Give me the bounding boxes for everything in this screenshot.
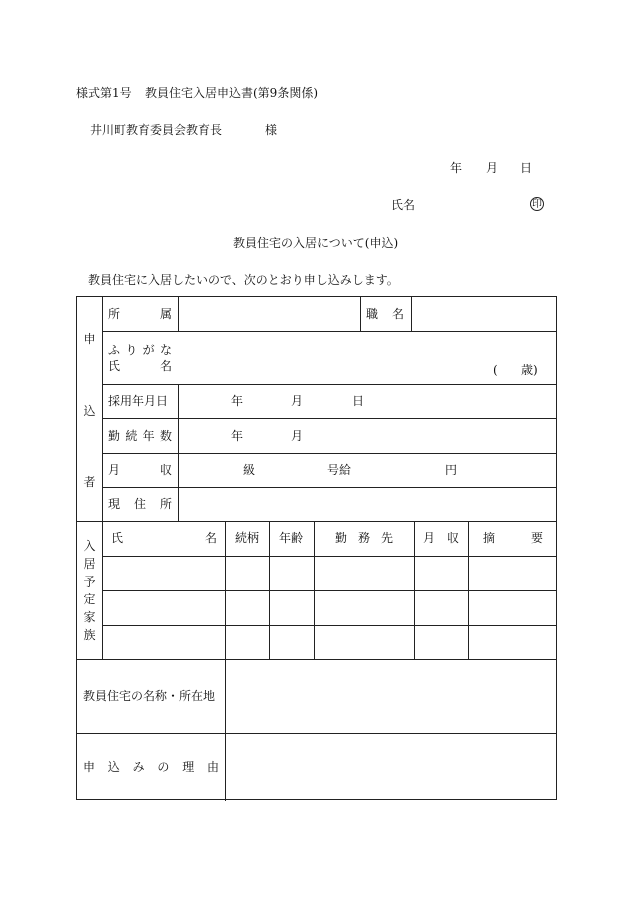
label-char: 入 [83, 539, 96, 553]
label-char: 申 [83, 760, 96, 774]
honorific: 様 [265, 123, 278, 137]
intro-sentence: 教員住宅に入居したいので、次のとおり申し込みします。 [88, 273, 399, 287]
family-col-relation: 続柄 [235, 531, 260, 545]
yen-unit: 円 [445, 463, 458, 477]
label-char: 家 [83, 610, 96, 625]
applicant-name-label: 氏名 [391, 198, 416, 212]
family-col-age: 年齢 [279, 531, 304, 545]
affiliation-label [108, 307, 172, 321]
rule [102, 418, 557, 419]
rule [314, 521, 315, 659]
date-day-label: 日 [520, 161, 533, 175]
label-char: ふ [108, 343, 121, 357]
label-char: 勤 [335, 531, 348, 545]
label-char: 氏 [108, 359, 121, 373]
application-form-table [76, 296, 557, 800]
service-years-label [108, 429, 172, 443]
grade-unit: 級 [243, 463, 256, 477]
addressee: 井川町教育委員会教育長 [90, 123, 223, 137]
affiliation-field[interactable] [179, 297, 360, 331]
label-char: 続 [125, 429, 138, 443]
rule [360, 297, 361, 331]
application-reason-field[interactable] [226, 734, 557, 800]
housing-name-location-label: 教員住宅の名称・所在地 [83, 689, 216, 703]
label-char: 予 [83, 574, 96, 589]
service-month-unit: 月 [291, 429, 304, 443]
label-char: 名 [391, 307, 404, 321]
family-row-1-name[interactable] [103, 557, 225, 590]
applicant-section-label [77, 330, 102, 490]
name-field[interactable] [179, 332, 557, 384]
label-char: 職 [366, 307, 379, 321]
family-row-2-name[interactable] [103, 591, 225, 625]
service-year-unit: 年 [231, 429, 244, 443]
label-char: な [159, 343, 172, 357]
label-char: 摘 [483, 531, 496, 545]
rule [269, 521, 270, 659]
label-char: 先 [380, 531, 393, 545]
label-char: 収 [159, 463, 172, 477]
label-char: 定 [83, 592, 96, 607]
name-label [108, 359, 172, 373]
job-title-field[interactable] [412, 297, 557, 331]
furigana-label [108, 343, 172, 357]
label-char: 所 [159, 497, 172, 511]
label-char: 住 [133, 497, 146, 511]
pay-step-unit: 号給 [327, 463, 352, 477]
label-char: 月 [108, 463, 121, 477]
label-char: 込 [107, 760, 120, 774]
family-row-3-name[interactable] [103, 626, 225, 659]
age-unit: 歳) [521, 363, 538, 377]
hire-date-label: 採用年月日 [108, 394, 169, 408]
form-title: 教員住宅入居申込書(第9条関係) [145, 86, 318, 100]
label-char: 勤 [108, 429, 121, 443]
label-char: 名 [159, 359, 172, 373]
label-char: り [125, 343, 138, 357]
label-char: 要 [530, 531, 543, 545]
current-address-field[interactable] [179, 488, 557, 521]
label-char: が [142, 343, 155, 357]
label-char: 月 [423, 531, 436, 545]
application-reason-label [83, 760, 219, 774]
label-char: 務 [357, 531, 370, 545]
monthly-income-label [108, 463, 172, 477]
family-col-income [423, 531, 459, 545]
label-char: 現 [108, 497, 121, 511]
label-char: 氏 [111, 531, 124, 545]
rule [102, 384, 557, 385]
label-char: 所 [108, 307, 121, 321]
housing-name-location-field[interactable] [226, 660, 557, 733]
date-month-label: 月 [486, 161, 499, 175]
rule [77, 521, 557, 522]
label-char: 収 [446, 531, 459, 545]
label-char: み [132, 760, 145, 774]
rule [468, 521, 469, 659]
label-char: 名 [204, 531, 217, 545]
label-char: 族 [83, 627, 96, 642]
hire-month-unit: 月 [291, 394, 304, 408]
age-open-paren: ( [493, 363, 498, 377]
subject-line: 教員住宅の入居について(申込) [233, 236, 399, 250]
applicant-label-char: 者 [83, 475, 96, 489]
label-char: 年 [142, 429, 155, 443]
applicant-label-char: 込 [83, 403, 96, 418]
form-number: 様式第1号 [76, 86, 132, 100]
label-char: 属 [159, 307, 172, 321]
rule [414, 521, 415, 659]
current-address-label [108, 497, 172, 511]
label-char: 数 [159, 429, 172, 443]
label-char: 理 [182, 760, 195, 774]
seal-mark: 印 [532, 199, 542, 210]
date-year-label: 年 [450, 161, 463, 175]
family-section-label [77, 537, 102, 643]
label-char: 居 [83, 556, 96, 571]
rule [102, 453, 557, 454]
family-col-name [111, 531, 217, 545]
applicant-label-char: 申 [83, 332, 96, 346]
label-char: の [157, 760, 170, 774]
family-col-remarks [483, 531, 543, 545]
label-char: 由 [206, 760, 219, 774]
family-col-workplace [335, 531, 393, 545]
hire-year-unit: 年 [231, 394, 244, 408]
job-title-label [366, 307, 404, 321]
hire-day-unit: 日 [352, 394, 365, 408]
